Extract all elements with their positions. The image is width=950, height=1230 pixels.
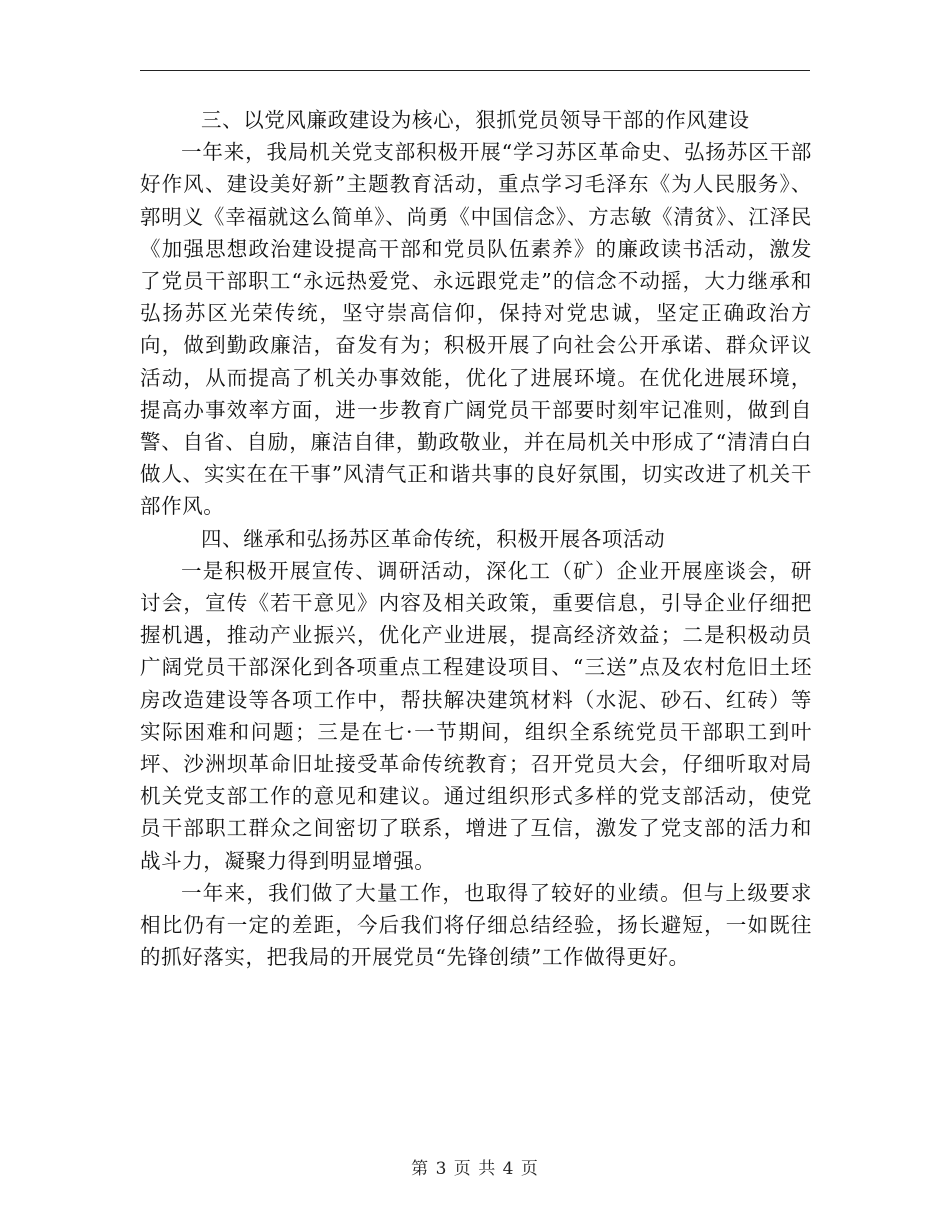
section-heading-4: 四、继承和弘扬苏区革命传统，积极开展各项活动 bbox=[201, 526, 666, 551]
header-rule bbox=[140, 70, 810, 71]
document-body bbox=[140, 104, 812, 973]
body-paragraph: 一是积极开展宣传、调研活动，深化工（矿）企业开展座谈会，研讨会，宣传《若干意见》内容及相关政策，重要信息，引导企业仔细把握机遇，推动产业振兴，优化产业进展，提高经济效益；二是积极动员广阔党员干部深化到各项重点工程建设项目、“三送”点及农村危旧土坯房改造建设等各项工作中，帮扶解决建筑材料（水泥、砂石、红砖）等实际困难和问题；三是在七·一节期间，组织全系统党员干部职工到叶坪、沙洲坝革命旧址接受革命传统教育；召开党员大会，仔细听取对局机关党支部工作的意见和建议。通过组织形式多样的党支部活动，使党员干部职工群众之间密切了联系，增进了互信，激发了党支部的活力和战斗力，凝聚力得到明显增强。 bbox=[140, 558, 812, 873]
body-paragraph: 一年来，我们做了大量工作，也取得了较好的业绩。但与上级要求相比仍有一定的差距，今后我们将仔细总结经验，扬长避短，一如既往的抓好落实，把我局的开展党员“先锋创绩”工作做得更好。 bbox=[140, 880, 812, 970]
section-heading-3: 三、以党风廉政建设为核心，狠抓党员领导干部的作风建设 bbox=[201, 108, 750, 132]
page-number-footer: 第 3 页 共 4 页 bbox=[411, 1159, 539, 1179]
body-paragraph: 一年来，我局机关党支部积极开展“学习苏区革命史、弘扬苏区干部好作风、建设美好新”主题教育活动，重点学习毛泽东《为人民服务》、郭明义《幸福就这么简单》、尚勇《中国信念》、方志敏《清贫》、江泽民《加强思想政治建设提高干部和党员队伍素养》的廉政读书活动，激发了党员干部职工“永远热爱党、永远跟党走”的信念不动摇，大力继承和弘扬苏区光荣传统，坚守崇高信仰，保持对党忠诚，坚定正确政治方向，做到勤政廉洁，奋发有为；积极开展了向社会公开承诺、群众评议活动，从而提高了机关办事效能，优化了进展环境。在优化进展环境，提高办事效率方面，进一步教育广阔党员干部要时刻牢记准则，做到自警、自省、自励，廉洁自律，勤政敬业，并在局机关中形成了“清清白白做人、实实在在干事”风清气正和谐共事的良好氛围，切实改进了机关干部作风。 bbox=[140, 140, 812, 519]
